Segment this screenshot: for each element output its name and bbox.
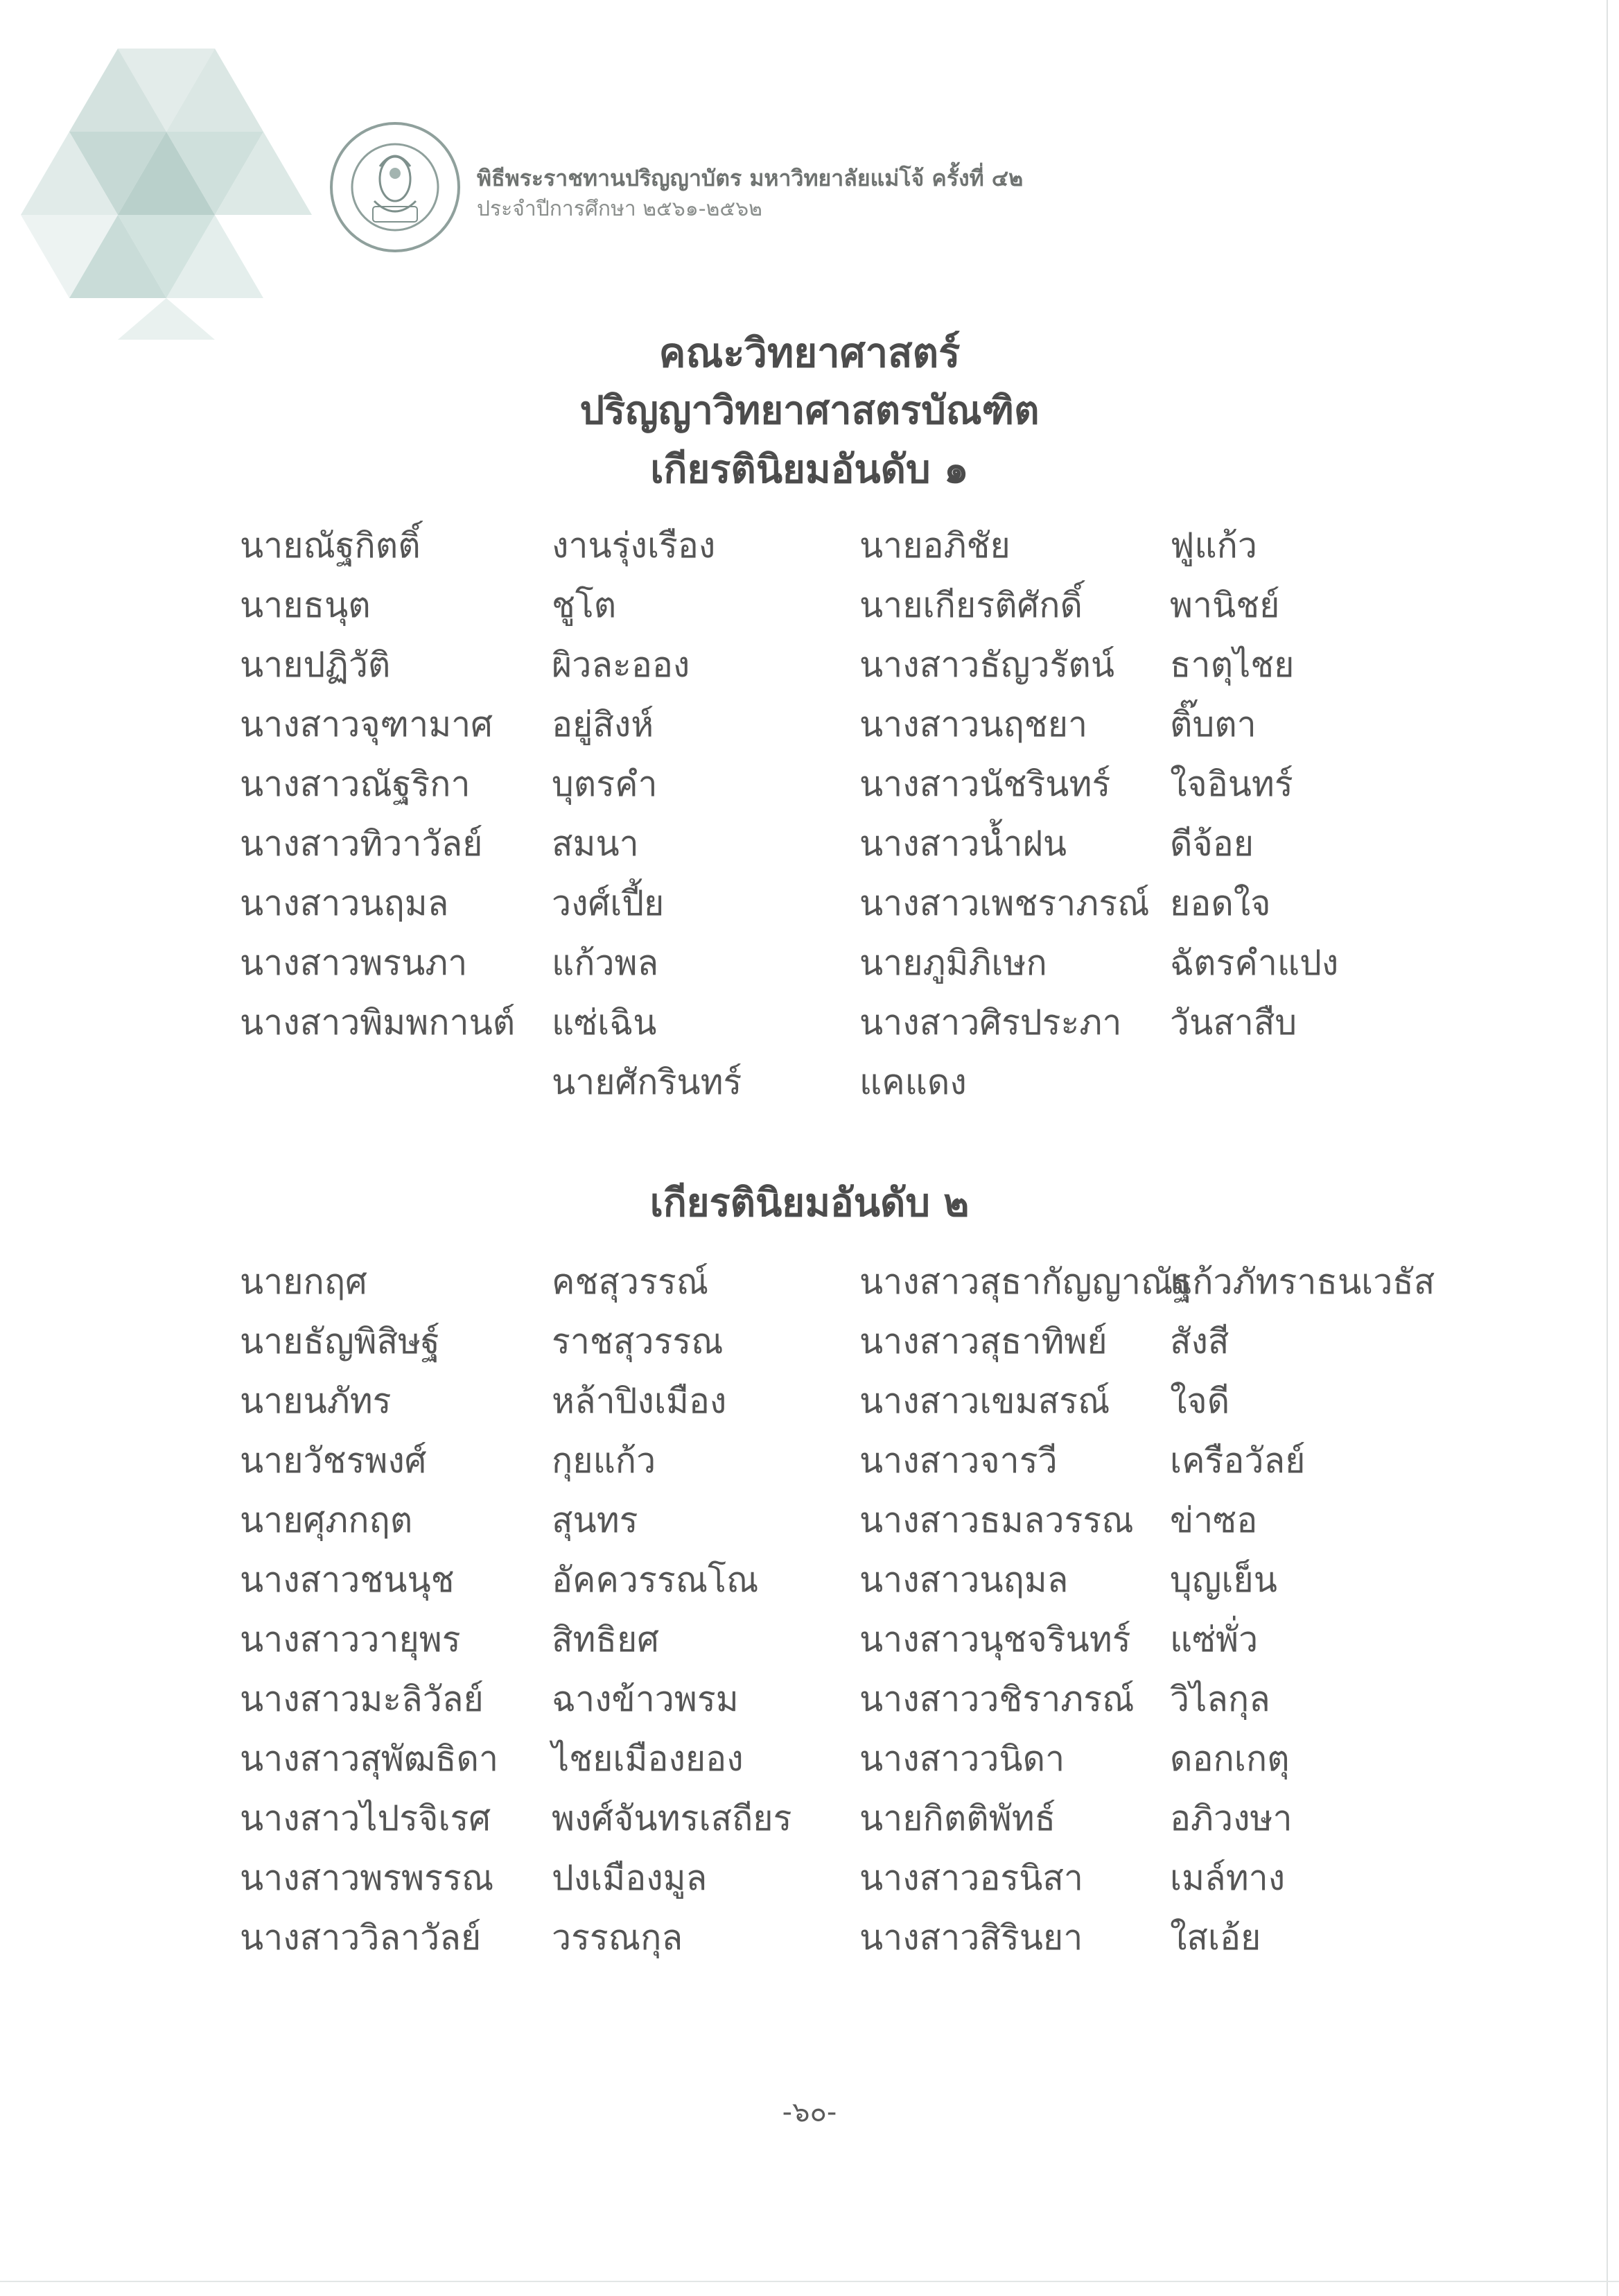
name-cell: นางสาวไปรจิเรศ: [240, 1798, 491, 1838]
list-item: [0, 1055, 1619, 1115]
name-cell: นายธนุต: [240, 585, 371, 625]
decorative-geometric-shape: [14, 42, 333, 347]
surname-cell: ผิวละออง: [552, 645, 690, 685]
list-item: [0, 697, 1619, 757]
name-cell: นางสาวณัฐริกา: [240, 764, 471, 804]
name-cell: นายธัญพิสิษฐ์: [240, 1321, 440, 1362]
surname-cell: หล้าปิงเมือง: [552, 1381, 727, 1421]
university-seal: [326, 118, 464, 256]
name-cell: นางสาวพิมพกานต์: [240, 1002, 516, 1043]
header: [326, 118, 1088, 256]
academic-year: ประจำปีการศึกษา ๒๕๖๑-๒๕๖๒: [477, 197, 762, 221]
page-number: -๖๐-: [782, 2096, 837, 2128]
surname-cell: พงศ์จันทรเสถียร: [552, 1798, 792, 1838]
surname-cell: อยู่สิงห์: [552, 704, 654, 745]
list-item: [0, 1553, 1619, 1612]
list-item: [0, 817, 1619, 876]
name-cell: นายปฏิวัติ: [240, 645, 391, 685]
surname-cell: ข่าซอ: [1170, 1500, 1258, 1540]
name-cell: นางสาวน้ำฝน: [859, 824, 1067, 864]
list-item: [0, 519, 1619, 578]
surname-cell: ปงเมืองมูล: [552, 1858, 708, 1898]
surname-cell: ฟูแก้ว: [1170, 525, 1257, 566]
surname-cell: งานรุ่งเรือง: [552, 525, 716, 566]
name-cell: นางสาวนฤมล: [240, 883, 449, 923]
surname-cell: ฉางข้าวพรม: [552, 1679, 739, 1719]
surname-cell: แก้วภัทราธนเวธัส: [1170, 1262, 1435, 1302]
surname-cell: อัคควรรณโณ: [552, 1560, 759, 1600]
surname-cell: ติ๊บตา: [1170, 704, 1257, 745]
name-cell: นางสาวชนนุช: [240, 1560, 455, 1600]
name-cell: นางสาวสุพัฒธิดา: [240, 1739, 499, 1779]
surname-cell: ใสเอ้ย: [1170, 1917, 1261, 1958]
name-cell: นายเกียรติศักดิ์: [859, 585, 1083, 625]
name-cell: นางสาวจารวี: [859, 1441, 1058, 1481]
name-cell: นายศักรินทร์: [552, 1062, 742, 1102]
list-item: [0, 1791, 1619, 1851]
name-cell: นางสาววนิดา: [859, 1739, 1065, 1779]
surname-cell: สังสี: [1170, 1321, 1229, 1362]
list-item: [0, 1434, 1619, 1493]
surname-cell: บุญเย็น: [1170, 1560, 1277, 1600]
surname-cell: วงศ์เปี้ย: [552, 883, 665, 923]
name-cell: นางสาวธมลวรรณ: [859, 1500, 1134, 1540]
name-cell: นางสาวเขมสรณ์: [859, 1381, 1110, 1421]
surname-cell: พานิชย์: [1170, 585, 1280, 625]
surname-cell: ยอดใจ: [1170, 883, 1271, 923]
list-item: [0, 1911, 1619, 1970]
list-item: [0, 1672, 1619, 1732]
name-cell: นางสาวจุฑามาศ: [240, 704, 493, 745]
name-cell: นางสาววิลาวัลย์: [240, 1917, 482, 1958]
name-cell: นางสาวทิวาวัลย์: [240, 824, 483, 864]
surname-cell: สมนา: [552, 824, 639, 864]
list-item: [0, 1732, 1619, 1791]
list-item: [0, 578, 1619, 638]
list-item: [0, 936, 1619, 995]
surname-cell: ดอกเกตุ: [1170, 1739, 1290, 1779]
name-cell: นางสาวนุชจรินทร์: [859, 1619, 1131, 1660]
list-item: [0, 876, 1619, 936]
name-cell: นางสาวศิรประภา: [859, 1002, 1122, 1043]
honors-second-class-heading: เกียรตินิยมอันดับ ๒: [649, 1181, 970, 1226]
list-item: [0, 1314, 1619, 1374]
surname-cell: แคแดง: [859, 1062, 967, 1102]
name-cell: นายนภัทร: [240, 1381, 392, 1421]
surname-cell: บุตรคำ: [552, 764, 658, 804]
surname-cell: สิทธิยศ: [552, 1619, 660, 1660]
name-cell: นางสาวนัชรินทร์: [859, 764, 1111, 804]
name-cell: นางสาวนฤชยา: [859, 704, 1088, 745]
ceremony-title: พิธีพระราชทานปริญญาบัตร มหาวิทยาลัยแม่โจ้ ครั้งที่ ๔๒: [477, 165, 1024, 191]
surname-cell: วันสาสืบ: [1170, 1002, 1297, 1043]
name-cell: นางสาววายุพร: [240, 1619, 461, 1660]
surname-cell: แซ่เฉิน: [552, 1002, 657, 1043]
name-cell: นายกิตติพัทธ์: [859, 1798, 1056, 1838]
name-cell: นางสาวนฤมล: [859, 1560, 1069, 1600]
surname-cell: แก้วพล: [552, 943, 659, 983]
name-cell: นายศุภกฤต: [240, 1500, 413, 1540]
name-cell: นางสาวสิรินยา: [859, 1917, 1083, 1958]
surname-cell: ใจอินทร์: [1170, 764, 1293, 804]
surname-cell: เมล์ทาง: [1170, 1858, 1286, 1898]
name-cell: นางสาววชิราภรณ์: [859, 1679, 1135, 1719]
surname-cell: ชูโต: [552, 585, 617, 625]
list-item: [0, 638, 1619, 697]
list-item: [0, 1851, 1619, 1911]
name-cell: นางสาวอรนิสา: [859, 1858, 1083, 1898]
list-item: [0, 1374, 1619, 1434]
list-item: [0, 757, 1619, 817]
name-cell: นางสาวสุธาทิพย์: [859, 1321, 1108, 1362]
surname-cell: คชสุวรรณ์: [552, 1262, 709, 1302]
surname-cell: อภิวงษา: [1170, 1798, 1293, 1838]
surname-cell: ดีจ้อย: [1170, 824, 1254, 864]
name-cell: นางสาวเพชราภรณ์: [859, 883, 1150, 923]
name-cell: นายกฤศ: [240, 1262, 367, 1302]
name-cell: นายณัฐกิตติ์: [240, 525, 421, 566]
surname-cell: ธาตุไชย: [1170, 645, 1295, 685]
name-cell: นางสาวมะลิวัลย์: [240, 1679, 484, 1719]
name-cell: นางสาวธัญวรัตน์: [859, 645, 1115, 685]
surname-cell: ใจดี: [1170, 1381, 1230, 1421]
name-cell: นายอภิชัย: [859, 525, 1010, 566]
surname-cell: วรรณกุล: [552, 1917, 683, 1958]
name-cell: นางสาวพรพรรณ: [240, 1858, 494, 1898]
surname-cell: เครือวัลย์: [1170, 1441, 1306, 1481]
name-cell: นางสาวพรนภา: [240, 943, 468, 983]
list-item: [0, 1255, 1619, 1314]
surname-cell: แซ่พั่ว: [1170, 1619, 1259, 1660]
surname-cell: ไชยเมืองยอง: [552, 1739, 744, 1779]
surname-cell: กุยแก้ว: [552, 1441, 656, 1481]
faculty-title: คณะวิทยาศาสตร์: [658, 329, 961, 376]
surname-cell: วิไลกุล: [1170, 1679, 1270, 1719]
honors-first-class-heading: เกียรตินิยมอันดับ ๑: [650, 447, 969, 492]
degree-title: ปริญญาวิทยาศาสตรบัณฑิต: [579, 388, 1040, 433]
list-item: [0, 995, 1619, 1055]
list-item: [0, 1612, 1619, 1672]
surname-cell: ฉัตรคำแปง: [1170, 943, 1339, 983]
surname-cell: สุนทร: [552, 1500, 638, 1540]
name-cell: นางสาวสุธากัญญาณัฐ: [859, 1262, 1192, 1302]
name-cell: นายภูมิภิเษก: [859, 943, 1047, 983]
page-bottom-edge: [0, 2281, 1619, 2282]
name-cell: นายวัชรพงศ์: [240, 1441, 427, 1481]
list-item: [0, 1493, 1619, 1553]
surname-cell: ราชสุวรรณ: [552, 1321, 724, 1362]
